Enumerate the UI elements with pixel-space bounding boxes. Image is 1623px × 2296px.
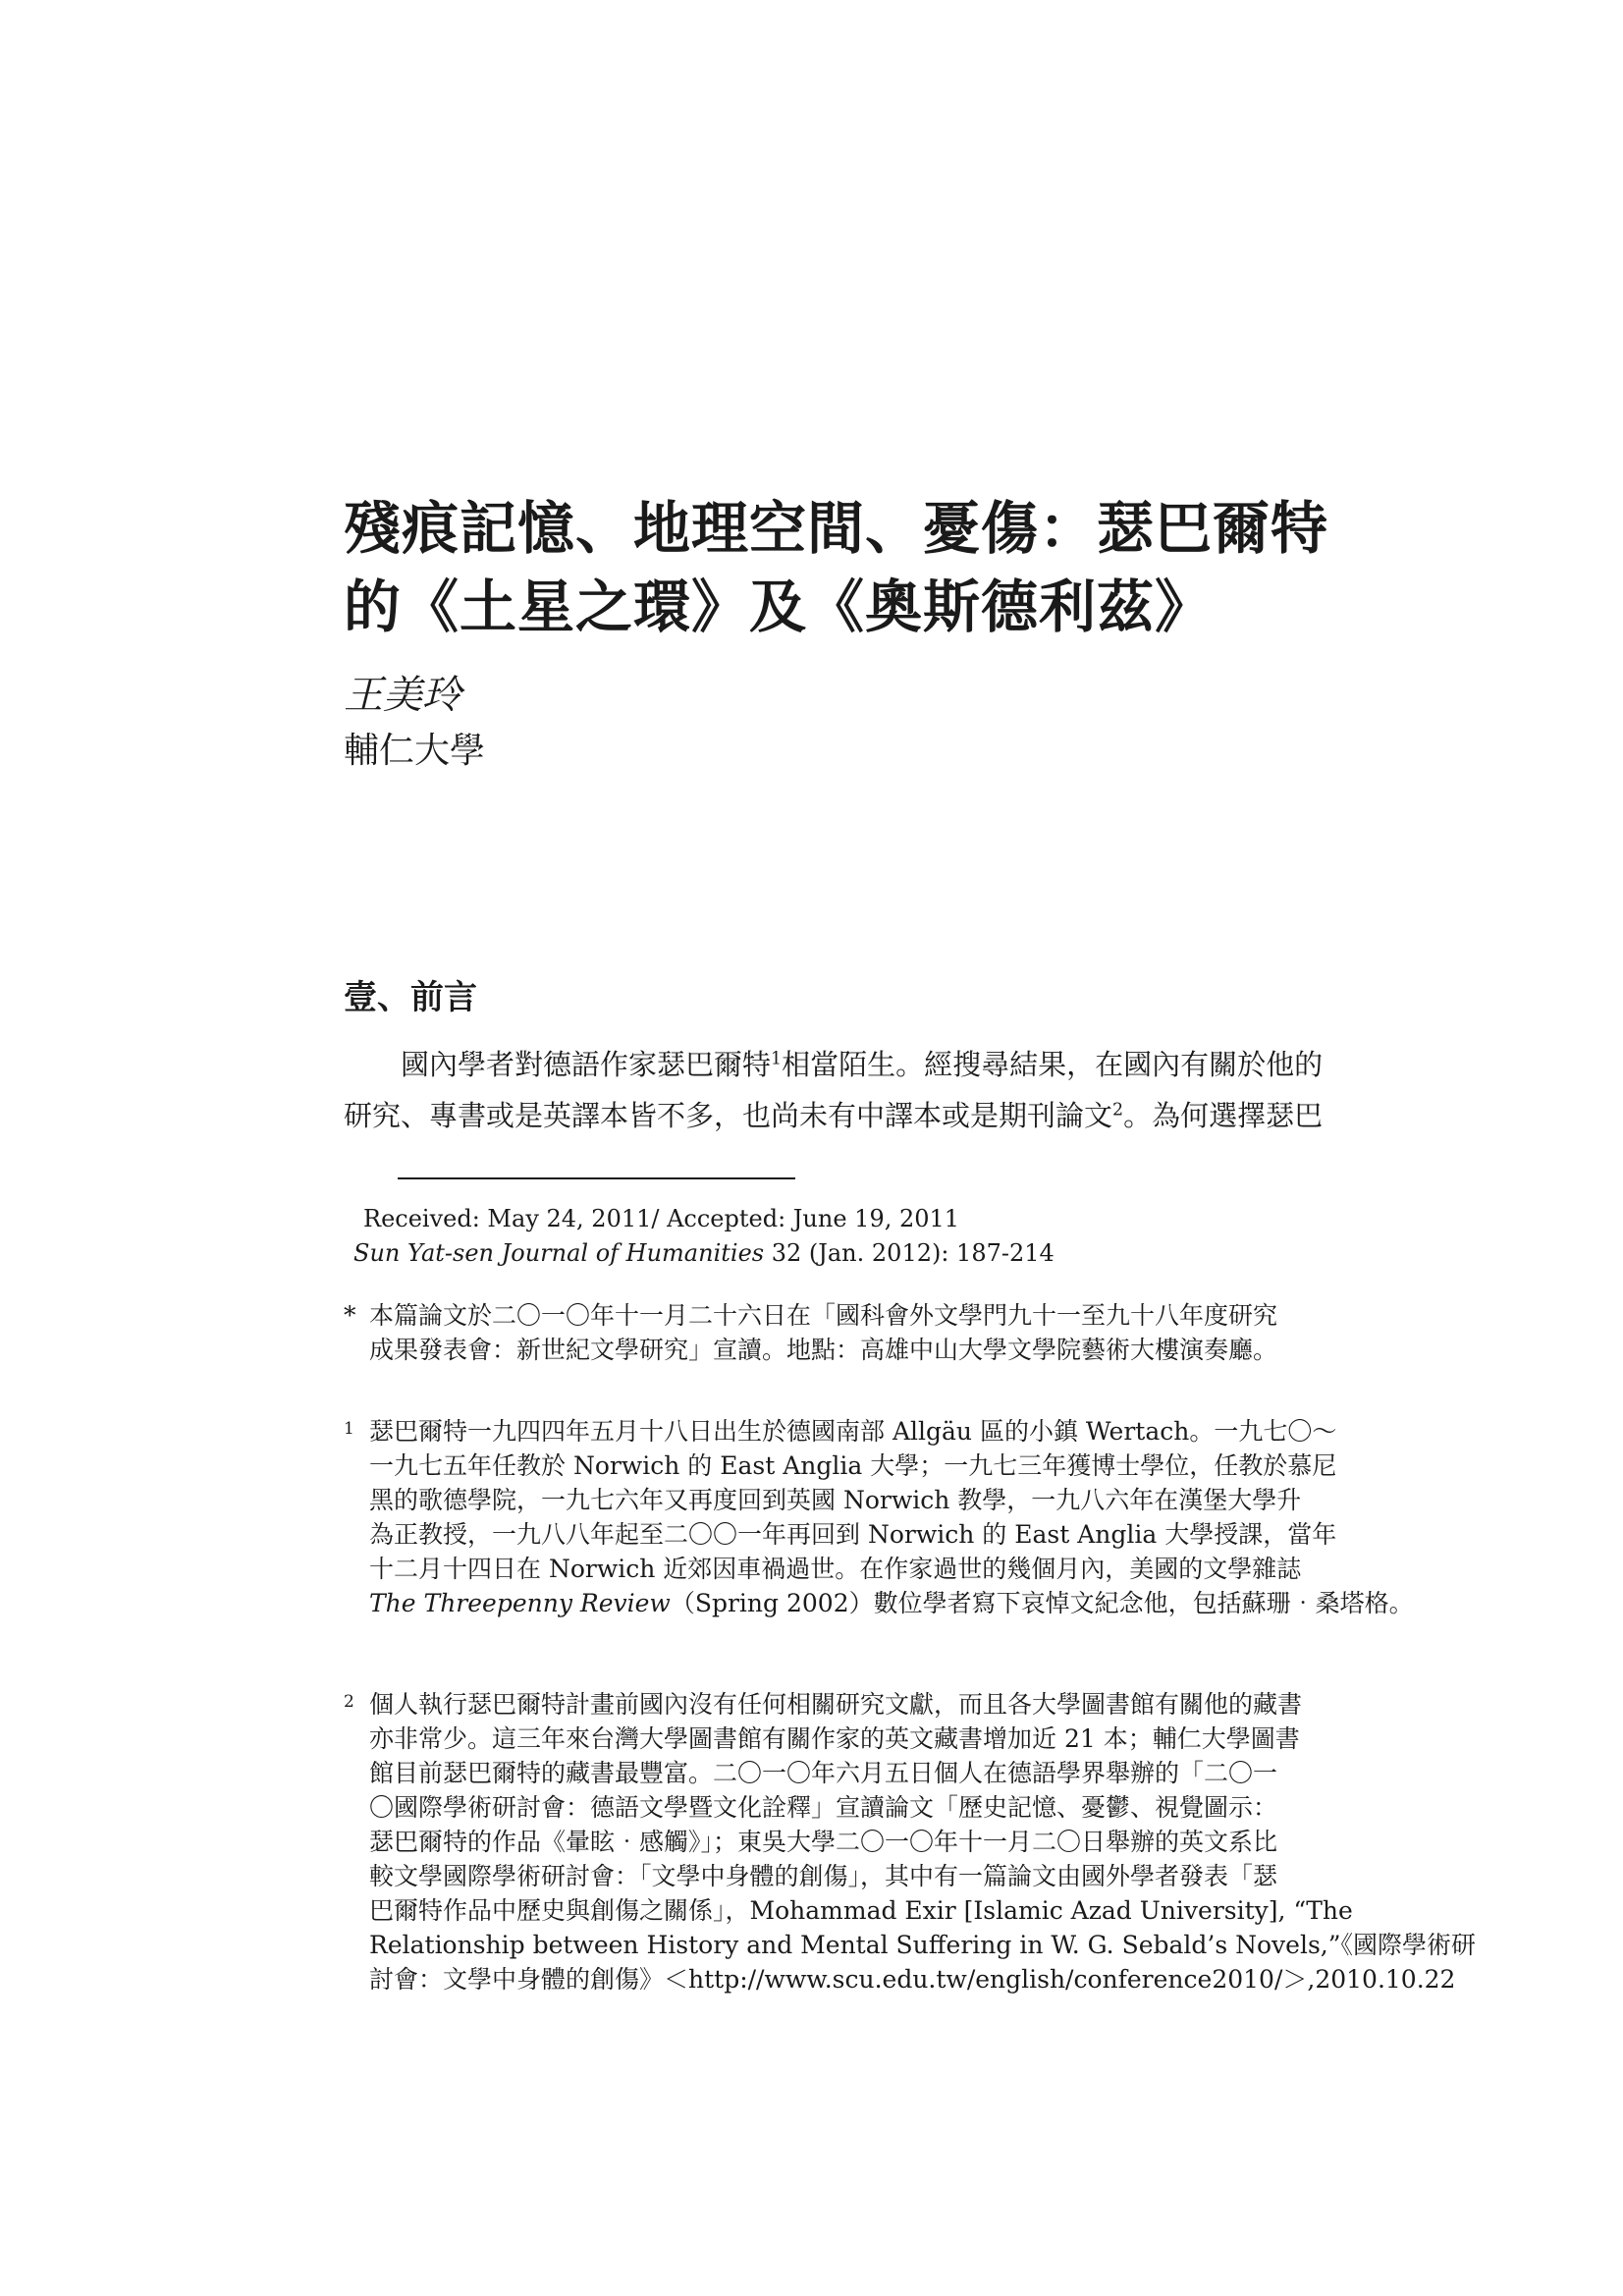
footnote-2 <box>344 1687 1477 1996</box>
body-text: 國內學者對德語作家瑟巴爾特 <box>401 1048 772 1081</box>
body-line-2 <box>344 1090 1324 1141</box>
footnote-line: 較文學國際學術研討會：「文學中身體的創傷」，其中有一篇論文由國外學者發表「瑟 <box>369 1862 1278 1890</box>
author-name: 王美玲 <box>344 673 461 718</box>
body-paragraph <box>344 1039 1324 1141</box>
body-text: 研究、專書或是英譯本皆不多，也尚未有中譯本或是期刊論文 <box>344 1099 1113 1132</box>
footnote-line: 十二月十四日在 Norwich 近郊因車禍過世。在作家過世的幾個月內，美國的文學雜誌 <box>369 1555 1302 1583</box>
body-text: 。為何選擇瑟巴 <box>1123 1099 1324 1132</box>
footnote-2-marker: 2 <box>344 1692 354 1712</box>
author-affiliation: 輔仁大學 <box>344 731 486 771</box>
footnote-ref-2[interactable]: 2 <box>1112 1100 1124 1121</box>
footnote-line: 巴爾特作品中歷史與創傷之關係」，Mohammad Exir [Islamic Azad University], “The <box>369 1896 1353 1925</box>
footnote-star-marker: * <box>344 1301 356 1330</box>
title-line-2: 的《土星之環》及《奧斯德利茲》 <box>344 574 1214 640</box>
footnote-line: 亦非常少。這三年來台灣大學圖書館有關作家的英文藏書增加近 21 本；輔仁大學圖書 <box>369 1724 1300 1753</box>
footnote-line: 為正教授，一九八八年起至二〇〇一年再回到 Norwich 的 East Anglia 大學授課，當年 <box>369 1520 1337 1549</box>
footnote-star <box>344 1298 1301 1367</box>
footnote-line: 〇國際學術研討會：德語文學暨文化詮釋」宣讀論文「歷史記憶、憂鬱、視覺圖示： <box>369 1793 1278 1822</box>
footnote-ref-1[interactable]: 1 <box>771 1049 783 1069</box>
footnote-1-marker: 1 <box>344 1419 354 1439</box>
footnote-line: 一九七五年任教於 Norwich 的 East Anglia 大學；一九七三年獲博士學位，任教於慕尼 <box>369 1451 1337 1480</box>
magazine-title: The Threepenny Review <box>369 1589 671 1617</box>
received-accepted-dates: Received: May 24, 2011/ Accepted: June 19, 2011 <box>363 1205 960 1232</box>
section-heading: 壹、前言 <box>344 978 477 1017</box>
footnote-line-last <box>344 1586 1414 1620</box>
footnote-divider <box>398 1177 795 1179</box>
footnote-line: 個人執行瑟巴爾特計畫前國內沒有任何相關研究文獻，而且各大學圖書館有關他的藏書 <box>369 1690 1303 1719</box>
journal-name: Sun Yat-sen Journal of Humanities <box>353 1239 765 1267</box>
footnote-text: （Spring 2002）數位學者寫下哀悼文紀念他，包括蘇珊‧桑塔格。 <box>670 1589 1414 1617</box>
footnote-line: 館目前瑟巴爾特的藏書最豐富。二〇一〇年六月五日個人在德語學界舉辦的「二〇一 <box>369 1759 1278 1787</box>
footnote-line: 本篇論文於二〇一〇年十一月二十六日在「國科會外文學門九十一至九十八年度研究 <box>369 1301 1278 1330</box>
journal-citation <box>353 1235 1055 1271</box>
footnote-line: 瑟巴爾特一九四四年五月十八日出生於德國南部 Allgäu 區的小鎮 Wertach。一九七〇～ <box>369 1417 1337 1446</box>
footnote-line: 成果發表會：新世紀文學研究」宣讀。地點：高雄中山大學文學院藝術大樓演奏廳。 <box>369 1336 1278 1364</box>
footnote-1 <box>344 1414 1414 1620</box>
footnote-line: 黑的歌德學院，一九七六年又再度回到英國 Norwich 教學，一九八六年在漢堡大學升 <box>369 1486 1302 1514</box>
footnote-line: 瑟巴爾特的作品《暈眩‧感觸》」；東吳大學二〇一〇年十一月二〇日舉辦的英文系比 <box>369 1828 1278 1856</box>
paper-title <box>344 489 1329 646</box>
title-line-1: 殘痕記憶、地理空間、憂傷：瑟巴爾特 <box>344 495 1329 562</box>
footnote-line-url: 討會：文學中身體的創傷》＜http://www.scu.edu.tw/english/conference2010/＞,2010.10.22 <box>369 1965 1456 1994</box>
body-line-1 <box>344 1039 1324 1090</box>
footnote-line: Relationship between History and Mental Suffering in W. G. Sebald’s Novels,”《國際學術研 <box>369 1931 1477 1959</box>
journal-issue: 32 (Jan. 2012): 187-214 <box>764 1239 1055 1267</box>
body-text: 相當陌生。經搜尋結果，在國內有關於他的 <box>782 1048 1324 1081</box>
